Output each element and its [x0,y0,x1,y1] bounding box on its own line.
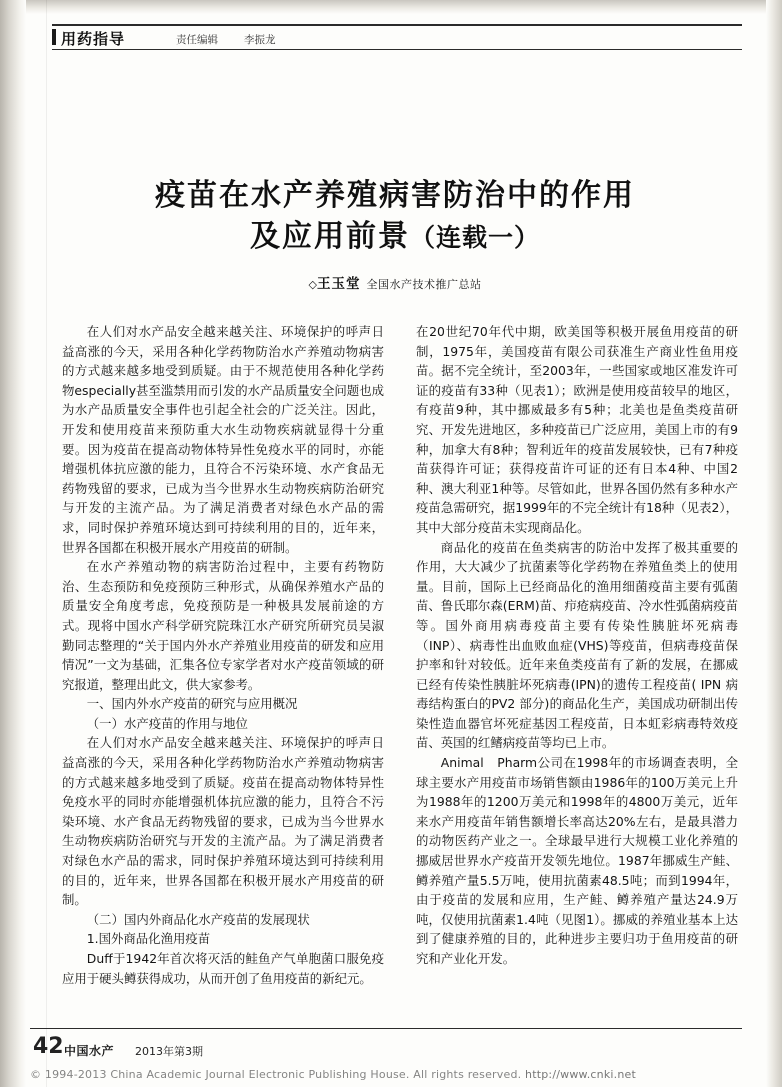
subsection-heading: （一）水产疫苗的作用与地位 [86,715,248,731]
journal-issue: 2013年第3期 [135,1045,203,1058]
paragraph: 商品化的疫苗在鱼类病害的防治中发挥了极其重要的作用，大大减少了抗菌素等化学药物在养殖鱼类上的使用量。目前，国际上已经商品化的渔用细菌疫苗主要有弧菌苗、鲁氏耶尔森(ERM)苗、疖疮病疫苗、冷水性弧菌病疫苗等。国外商用病毒疫苗主要有传染性胰脏坏死病毒（INP）、病毒性出血败血症(VHS)等疫苗，但病毒疫苗保护率和针对较低。近年来鱼类疫苗有了新的发展，在挪威已经有传染性胰脏坏死病毒(IPN)的遗传工程疫苗( IPN 病毒结构蛋白的PV2 部分)的商品化生产，美国成功研制出传染性造血器官坏死症基因工程疫苗，日本虹彩病毒特效疫苗、英国的红鳍病疫苗等均已上市。 [416,539,738,751]
header-accent-bar [52,29,56,45]
paragraph: 在人们对水产品安全越来越关注、环境保护的呼声日益高涨的今天，采用各种化学药物防治水产养殖动物病害的方式越来越多地受到质疑。由于不规范使用各种化学药物especially甚至滥禁用而引发的水产品质量安全问题也成为水产品质量安全事件也引起全社会的广泛关注。因此，开发和使用疫苗来预防重大水生动物疾病就显得十分重要。因为疫苗在提高动物体特异性免疫水平的同时，亦能增强机体抗应激的能力，且符合不污染环境、水产食品无药物残留的要求，已成为当今世界水生动物疾病防治研究与开发的主流产品。为了满足消费者对绿色水产品的需求，同时保护养殖环境达到可持续利用的目的，近年来，世界各国都在积极开展水产用疫苗的研制。 [62,324,384,555]
paragraph: 在水产养殖动物的病害防治过程中，主要有药物防治、生态预防和免疫预防三种形式，从确保养殖水产品的质量安全角度考虑，免疫预防是一种极具发展前途的方式。现将中国水产科学研究院珠江水产研究所研究员吴淑勤同志整理的“关于国内外水产养殖业用疫苗的研发和应用情况”一文为基础，汇集各位专家学者对水产疫苗领域的研究报道，整理出此文，供大家参考。 [62,559,384,692]
section-header [52,24,742,50]
article-title-line2 [60,219,730,256]
byline-mark: ◇ [308,278,317,291]
footer-rule [30,1028,742,1029]
article-title-line2-main: 及应用前景 [249,218,410,254]
article-title-line1: 疫苗在水产养殖病害防治中的作用 [155,178,635,213]
section-heading: 一、国内外水产疫苗的研究与应用概况 [86,696,298,712]
paragraph: 在人们对水产品安全越来越关注、环境保护的呼声日益高涨的今天，采用各种化学药物防治水产养殖动物病害的方式越来越多地受到了质疑。疫苗在提高动物体特异性免疫水平的同时亦能增强机体抗应激的能力，且符合不污染环境、水产食品无药物残留的要求，已成为当今世界水生动物疾病防治研究与开发的主流产品。为了满足消费者对绿色水产品的需求，同时保护养殖环境达到可持续利用的目的，近年来，世界各国都在积极开展水产用疫苗的研制。 [62,735,384,908]
author-name: 王玉堂 [316,276,361,292]
editor-name: 李振龙 [244,34,276,46]
scan-edge-top [0,0,782,14]
copyright-notice [30,1068,760,1081]
header-rule-bottom [52,49,742,50]
paragraph: 在20世纪70年代中期，欧美国等积极开展鱼用疫苗的研制，1975年，美国疫苗有限公司获准生产商业性鱼用疫苗。据不完全统计，至2003年，一些国家或地区准发许可证的疫苗有33种（见表1）；欧洲是使用疫苗较早的地区，有疫苗9种，其中挪威最多有5种；北美也是鱼类疫苗研究、开发先进地区，多种疫苗已广泛应用，美国上市的有9种，加拿大有8种；智利近年的疫苗发展较快，已有7种疫苗获得许可证；获得疫苗许可证的还有日本4种、中国2种、澳大利亚1种等。尽管如此，世界各国仍然有多种水产疫苗急需研究，据1999年的不完全统计有18种（见表2），其中大部分疫苗未实现商品化。 [416,324,738,535]
header-rule-top [52,24,742,26]
section-title: 用药指导 [61,30,126,48]
page-number: 42 [33,1034,64,1059]
copyright-url: http://www.cnki.net [525,1068,637,1081]
column-right [416,322,738,969]
body-columns [62,322,738,1012]
article-title-series: （连载一） [409,222,540,252]
author-affiliation: 全国水产技术推广总站 [366,278,482,291]
journal-name: 中国水产 [64,1044,115,1058]
subsection-heading: （二）国内外商品化水产疫苗的发展现状 [86,911,310,927]
editor-label: 责任编辑 [176,34,218,46]
copyright-text: © 1994-2013 China Academic Journal Electronic Publishing House. All rights reserved. [30,1068,522,1081]
page-fold-line [46,0,47,1087]
paragraph: Animal Pharm公司在1998年的市场调查表明，全球主要水产用疫苗市场销售额由1986年的100万美元上升为1988年的1200万美元和1998年的4800万美元，近年来水产用疫苗年销售额增长率高达20%左右，是最具潜力的动物医药产业之一。全球最早进行大规模工业化养殖的挪威居世界水产疫苗开发领先地位。1987年挪威生产鲑、鳟养殖产量5.5万吨，使用抗菌素48.5吨；而到1994年，由于疫苗的发展和应用，生产鲑、鳟养殖产量达24.9万吨，仅使用抗菌素1.4吨（见图1）。挪威的养殖业基本上达到了健康养殖的目的，此种进步主要归功于鱼用疫苗的研究和产业化开发。 [416,755,738,966]
scan-edge-right [766,0,782,1087]
column-left [62,322,384,988]
paragraph: Duff于1942年首次将灭活的鲑鱼产气单胞菌口服免疫应用于硬头鳟获得成功，从而开创了鱼用疫苗的新纪元。 [62,951,384,986]
article-title-block [60,178,730,255]
byline [60,272,730,292]
scan-edge-left [0,0,26,1087]
subsection-heading: 1.国外商品化渔用疫苗 [86,931,211,947]
